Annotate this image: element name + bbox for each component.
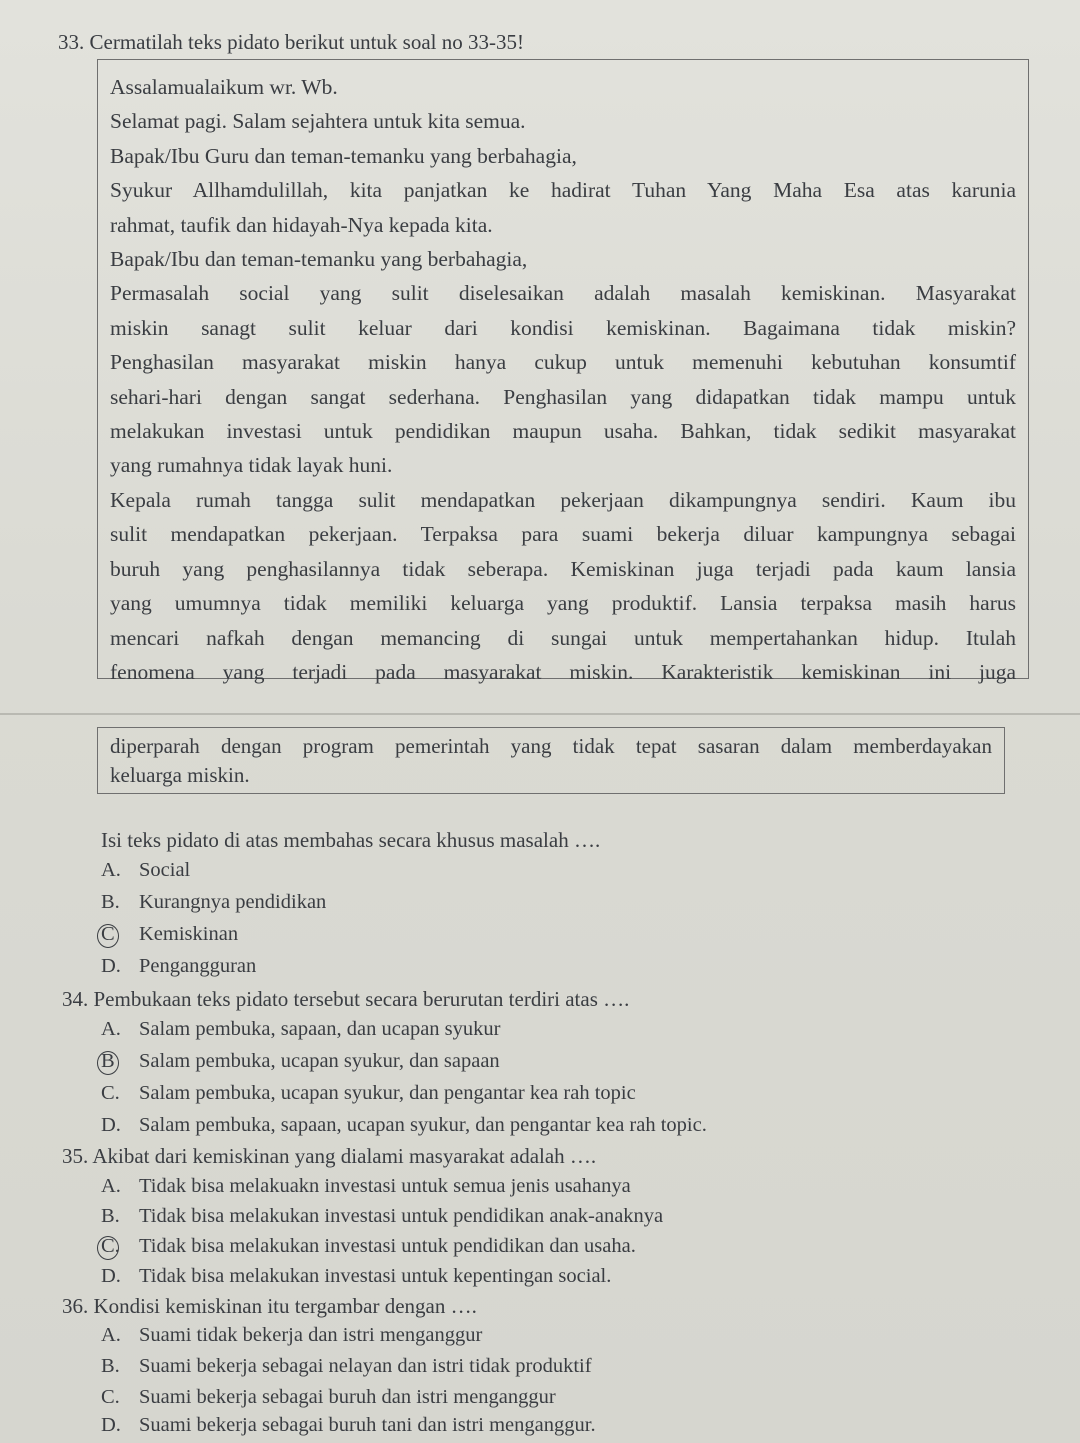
option-letter-circled: B: [101, 1050, 139, 1073]
speech-line: buruh yang penghasilannya tidak seberapa. Kemiskinan juga terjadi pada kaum lansia: [110, 556, 1016, 581]
option-letter: D.: [101, 1414, 121, 1436]
speech-line: yang rumahnya tidak layak huni.: [110, 453, 393, 478]
option-letter-circled: C.: [101, 1235, 139, 1258]
option-text: Social: [139, 859, 191, 881]
question-stem: 36. Kondisi kemiskinan itu tergambar dengan ….: [62, 1294, 477, 1318]
option-text: Salam pembuka, sapaan, ucapan syukur, dan pengantar kea rah topic.: [139, 1114, 707, 1136]
answer-option[interactable]: [101, 891, 326, 914]
question-stem: Isi teks pidato di atas membahas secara khusus masalah ….: [101, 828, 601, 852]
speech-line: keluarga miskin.: [110, 763, 250, 787]
option-text: Kurangnya pendidikan: [139, 891, 327, 913]
option-text: Tidak bisa melakukan investasi untuk pendidikan dan usaha.: [139, 1235, 636, 1257]
speech-line: Penghasilan masyarakat miskin hanya cukup untuk memenuhi kebutuhan konsumtif: [110, 350, 1016, 375]
option-letter: D.: [101, 1114, 121, 1136]
option-letter: B.: [101, 891, 120, 913]
speech-line: sehari-hari dengan sangat sederhana. Penghasilan yang didapatkan tidak mampu untuk: [110, 384, 1016, 409]
answer-option-selected[interactable]: [101, 1235, 636, 1258]
option-letter: A.: [101, 1018, 121, 1040]
option-letter: C.: [101, 1082, 120, 1104]
speech-line: sulit mendapatkan pekerjaan. Terpaksa para suami bekerja diluar kampungnya sebagai: [110, 522, 1016, 547]
answer-option[interactable]: [101, 1114, 707, 1137]
answer-option-selected[interactable]: [101, 923, 238, 946]
page-divider: [0, 713, 1080, 715]
option-letter-circled: C: [101, 923, 139, 946]
option-letter: B.: [101, 1205, 120, 1227]
option-letter: A.: [101, 1175, 121, 1197]
speech-line: Assalamualaikum wr. Wb.: [110, 75, 338, 99]
speech-line: fenomena yang terjadi pada masyarakat miskin. Karakteristik kemiskinan ini juga: [110, 659, 1016, 684]
option-letter: A.: [101, 1324, 121, 1346]
option-text: Kemiskinan: [139, 923, 239, 945]
answer-option[interactable]: [101, 1082, 636, 1105]
answer-option[interactable]: [101, 1324, 482, 1347]
option-text: Suami bekerja sebagai buruh dan istri menganggur: [139, 1386, 556, 1408]
option-text: Tidak bisa melakuakn investasi untuk semua jenis usahanya: [139, 1175, 631, 1197]
answer-option[interactable]: [101, 1175, 631, 1198]
option-letter: C.: [101, 1386, 120, 1408]
speech-line: rahmat, taufik dan hidayah-Nya kepada kita.: [110, 212, 493, 237]
answer-option[interactable]: [101, 955, 256, 978]
option-text: Salam pembuka, ucapan syukur, dan sapaan: [139, 1050, 500, 1072]
answer-option[interactable]: [101, 1265, 611, 1288]
option-letter: D.: [101, 955, 121, 977]
option-text: Pengangguran: [139, 955, 257, 977]
option-text: Tidak bisa melakukan investasi untuk kepentingan social.: [139, 1265, 612, 1287]
question-stem: 35. Akibat dari kemiskinan yang dialami masyarakat adalah ….: [62, 1144, 597, 1168]
answer-option[interactable]: [101, 1414, 596, 1437]
speech-text-box: [97, 59, 1029, 684]
speech-line: miskin sanagt sulit keluar dari kondisi kemiskinan. Bagaimana tidak miskin?: [110, 315, 1016, 340]
speech-line: Permasalah social yang sulit diselesaikan adalah masalah kemiskinan. Masyarakat: [110, 281, 1016, 306]
option-text: Tidak bisa melakukan investasi untuk pendidikan anak-anaknya: [139, 1205, 664, 1227]
answer-option[interactable]: [101, 1355, 592, 1378]
answer-option[interactable]: [101, 1386, 556, 1409]
speech-line: yang umumnya tidak memiliki keluarga yang produktif. Lansia terpaksa masih harus: [110, 591, 1016, 616]
option-text: Suami tidak bekerja dan istri menganggur: [139, 1324, 483, 1346]
speech-line: melakukan investasi untuk pendidikan maupun usaha. Bahkan, tidak sedikit masyarakat: [110, 419, 1016, 444]
speech-continued-box: [97, 727, 1005, 794]
answer-option-selected[interactable]: [101, 1050, 500, 1073]
option-text: Suami bekerja sebagai buruh tani dan istri menganggur.: [139, 1414, 596, 1436]
answer-option[interactable]: [101, 859, 190, 882]
option-letter: D.: [101, 1265, 121, 1287]
option-letter: A.: [101, 859, 121, 881]
option-text: Salam pembuka, sapaan, dan ucapan syukur: [139, 1018, 501, 1040]
option-letter: B.: [101, 1355, 120, 1377]
speech-line: Kepala rumah tangga sulit mendapatkan pekerjaan dikampungnya sendiri. Kaum ibu: [110, 487, 1016, 512]
speech-line: mencari nafkah dengan memancing di sungai untuk mempertahankan hidup. Itulah: [110, 625, 1016, 650]
question-33-title: 33. Cermatilah teks pidato berikut untuk soal no 33-35!: [58, 30, 524, 54]
option-text: Salam pembuka, ucapan syukur, dan pengantar kea rah topic: [139, 1082, 636, 1104]
speech-line: Syukur Allhamdulillah, kita panjatkan ke hadirat Tuhan Yang Maha Esa atas karunia: [110, 178, 1016, 203]
speech-line: Selamat pagi. Salam sejahtera untuk kita semua.: [110, 109, 526, 134]
speech-line: Bapak/Ibu Guru dan teman-temanku yang berbahagia,: [110, 143, 577, 168]
option-text: Suami bekerja sebagai nelayan dan istri tidak produktif: [139, 1355, 592, 1377]
answer-option[interactable]: [101, 1018, 500, 1041]
question-stem: 34. Pembukaan teks pidato tersebut secara berurutan terdiri atas ….: [62, 987, 630, 1011]
speech-line: diperparah dengan program pemerintah yang tidak tepat sasaran dalam memberdayakan: [110, 734, 992, 758]
speech-line: Bapak/Ibu dan teman-temanku yang berbahagia,: [110, 247, 528, 272]
answer-option[interactable]: [101, 1205, 663, 1228]
